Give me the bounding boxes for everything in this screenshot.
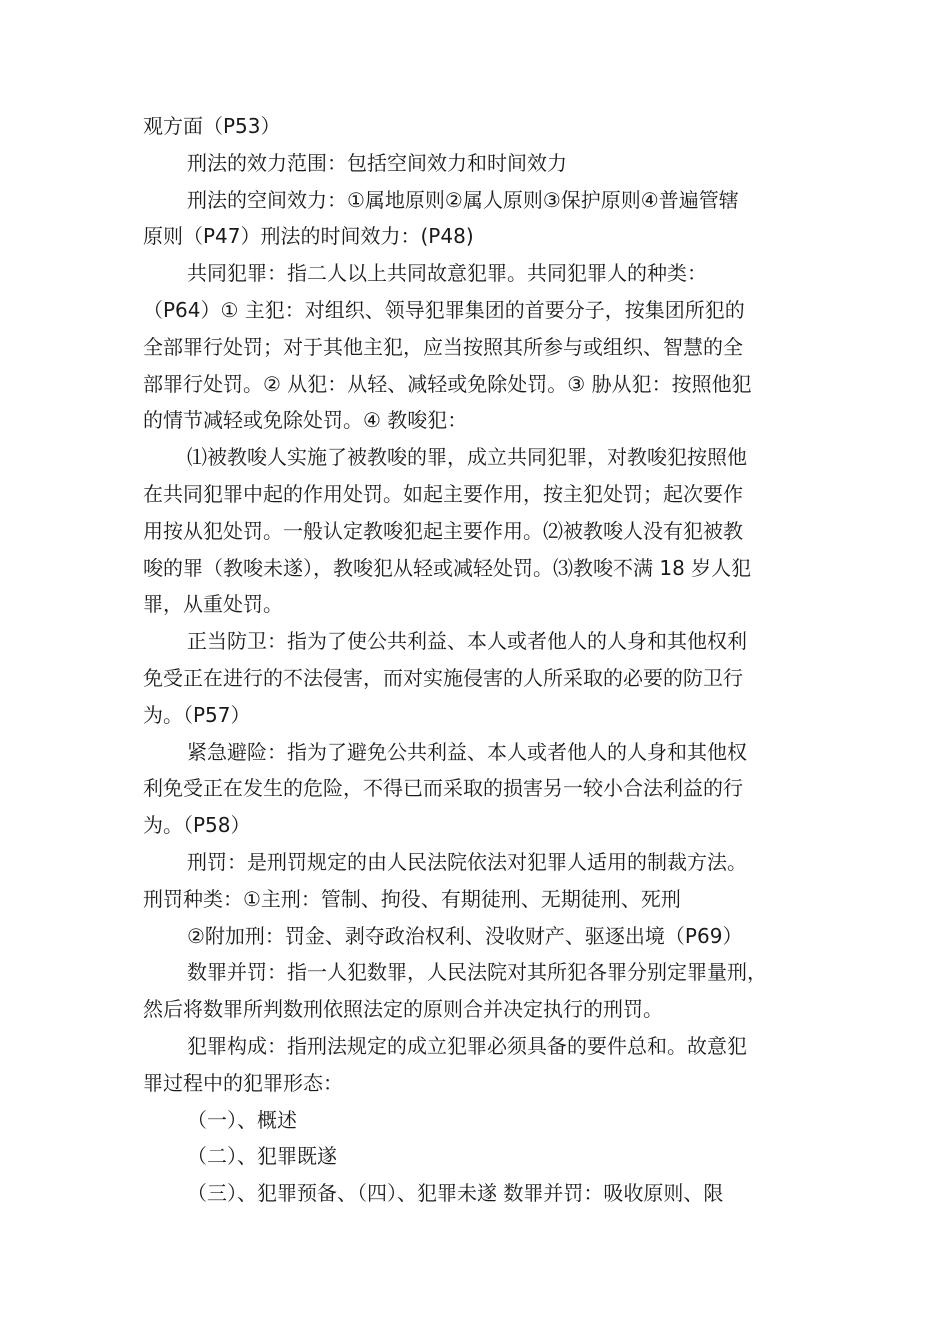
text-line: （一）、概述	[187, 1107, 297, 1132]
text-line: 唆的罪（教唆未遂），教唆犯从轻或减轻处罚。⑶教唆不满 18 岁人犯	[143, 555, 752, 580]
text-line: 观方面（P53）	[143, 114, 281, 138]
text-line: 罪过程中的犯罪形态：	[143, 1070, 343, 1095]
text-line: （二）、犯罪既遂	[187, 1144, 337, 1169]
text-line: ⑴被教唆人实施了被教唆的罪，成立共同犯罪，对教唆犯按照他	[187, 445, 747, 470]
text-line: 用按从犯处罚。一般认定教唆犯起主要作用。⑵被教唆人没有犯被教	[143, 518, 743, 543]
text-line: ②附加刑：罚金、剥夺政治权利、没收财产、驱逐出境（P69）	[187, 923, 743, 948]
text-line: 刑法的效力范围：包括空间效力和时间效力	[187, 150, 567, 175]
text-line: 部罪行处罚。② 从犯：从轻、减轻或免除处罚。③ 胁从犯：按照他犯	[143, 371, 752, 396]
text-line: 紧急避险：指为了避免公共利益、本人或者他人的人身和其他权	[187, 739, 747, 764]
text-line: 为。（P57）	[143, 702, 251, 727]
text-line: 原则（P47）刑法的时间效力：(P48)	[143, 224, 474, 249]
document-body	[143, 108, 808, 1212]
text-line: 然后将数罪所判数刑依照法定的原则合并决定执行的刑罚。	[143, 997, 663, 1022]
text-line: 罪，从重处罚。	[143, 592, 283, 617]
text-line: （P64）① 主犯：对组织、领导犯罪集团的首要分子，按集团所犯的	[143, 297, 745, 322]
text-line: 利免受正在发生的危险，不得已而采取的损害另一较小合法利益的行	[143, 776, 743, 801]
text-line: 的情节减轻或免除处罚。④ 教唆犯：	[143, 408, 468, 433]
text-line: 刑罚种类：①主刑：管制、拘役、有期徒刑、无期徒刑、死刑	[143, 886, 681, 911]
text-line: （三）、犯罪预备、（四）、犯罪未遂 数罪并罚：吸收原则、限	[187, 1181, 724, 1206]
text-line: 数罪并罚：指一人犯数罪，人民法院对其所犯各罪分别定罪量刑，	[187, 960, 767, 985]
text-line: 犯罪构成：指刑法规定的成立犯罪必须具备的要件总和。故意犯	[187, 1033, 747, 1058]
text-line: 全部罪行处罚；对于其他主犯，应当按照其所参与或组织、智慧的全	[143, 334, 743, 359]
text-line: 正当防卫：指为了使公共利益、本人或者他人的人身和其他权利	[187, 629, 747, 654]
text-line: 共同犯罪：指二人以上共同故意犯罪。共同犯罪人的种类：	[187, 261, 707, 286]
text-line: 刑法的空间效力：①属地原则②属人原则③保护原则④普遍管辖	[187, 187, 739, 212]
text-line: 在共同犯罪中起的作用处罚。如起主要作用，按主犯处罚；起次要作	[143, 481, 743, 506]
text-line: 刑罚：是刑罚规定的由人民法院依法对犯罪人适用的制裁方法。	[187, 849, 747, 874]
text-line: 免受正在进行的不法侵害，而对实施侵害的人所采取的必要的防卫行	[143, 665, 743, 690]
text-line: 为。（P58）	[143, 813, 251, 838]
